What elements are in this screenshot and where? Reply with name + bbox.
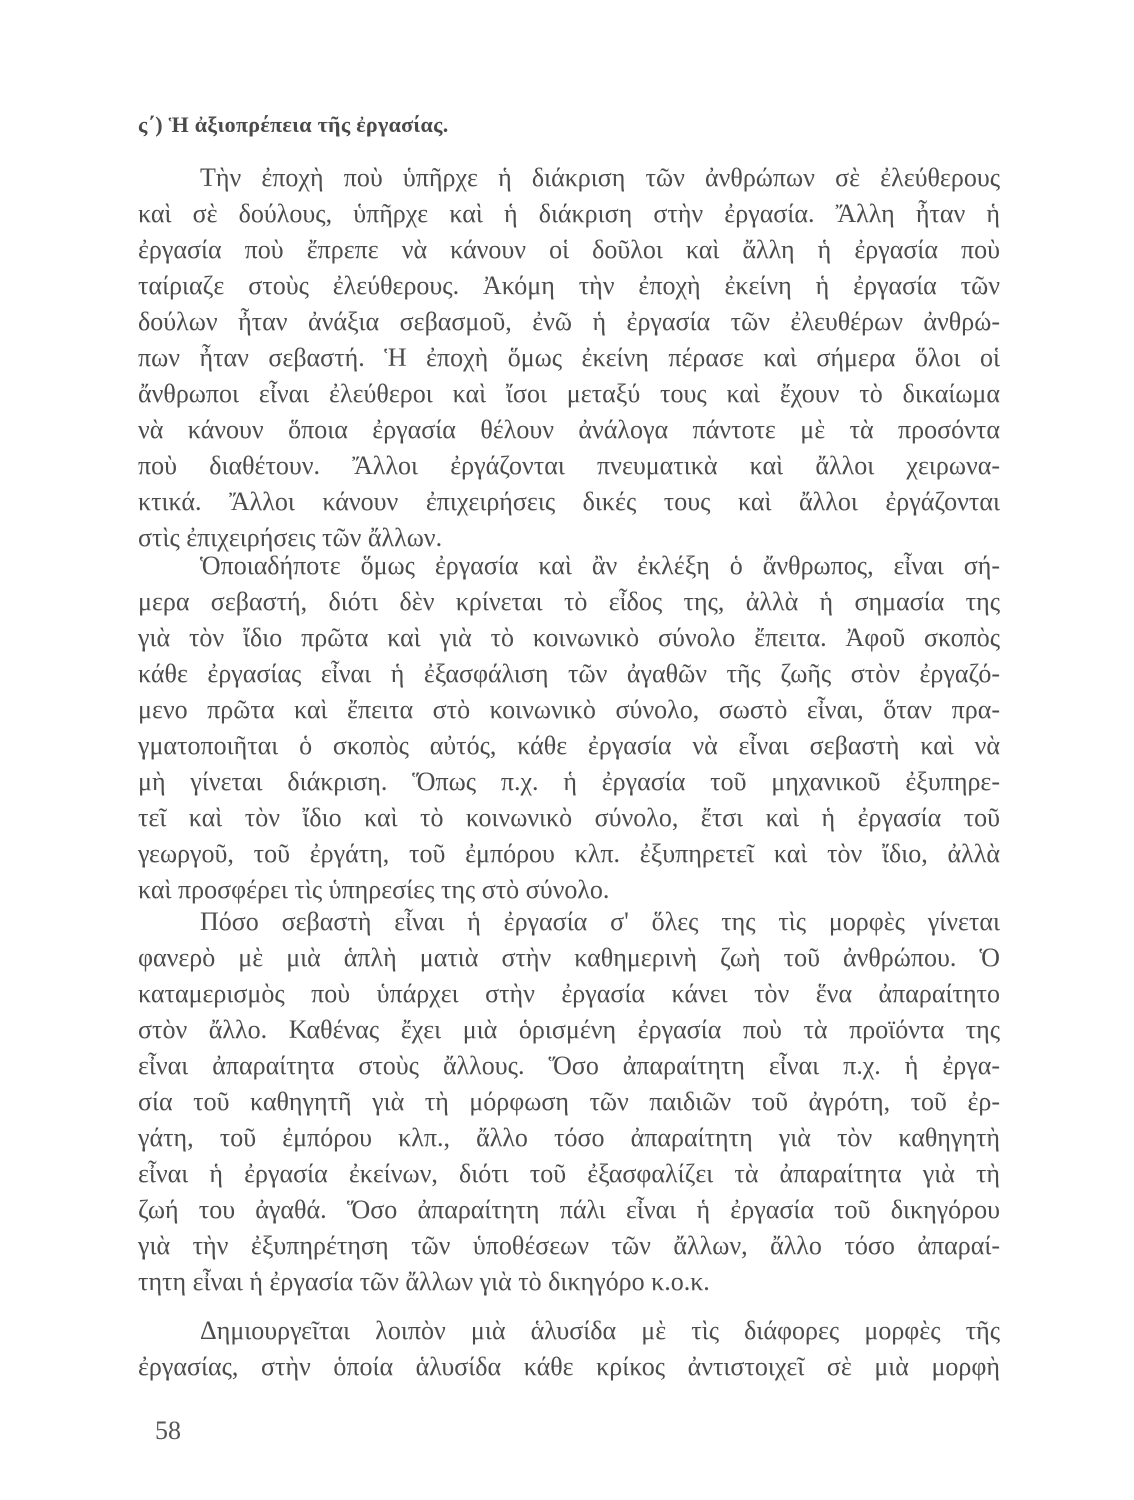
paragraph-line: τητη εἶναι ἡ ἐργασία τῶν ἄλλων γιὰ τὸ δικηγόρο κ.ο.κ. <box>138 1267 710 1296</box>
paragraph-line: Τὴν ἐποχὴ ποὺ ὑπῆρχε ἡ διάκριση τῶν ἀνθρώπων σὲ ἐλεύθερους <box>200 163 1000 192</box>
paragraph-line: στὸν ἄλλο. Καθένας ἔχει μιὰ ὁρισμένη ἐργασία ποὺ τὰ προϊόντα της <box>138 1015 1000 1044</box>
paragraph-line: στὶς ἐπιχειρήσεις τῶν ἄλλων. <box>138 523 443 552</box>
section-heading: ς΄) Ἡ ἀξιοπρέπεια τῆς ἐργασίας. <box>138 112 449 137</box>
paragraph-3 <box>138 904 1000 1300</box>
paragraph-line: γεωργοῦ, τοῦ ἐργάτη, τοῦ ἐμπόρου κλπ. ἐξυπηρετεῖ καὶ τὸν ἴδιο, ἀλλὰ <box>138 839 1000 868</box>
paragraph-line: φανερὸ μὲ μιὰ ἁπλὴ ματιὰ στὴν καθημερινὴ ζωὴ τοῦ ἀνθρώπου. Ὁ <box>138 943 1000 972</box>
paragraph-line: ζωή του ἀγαθά. Ὅσο ἀπαραίτητη πάλι εἶναι ἡ ἐργασία τοῦ δικηγόρου <box>138 1195 1000 1224</box>
paragraph-line: τεῖ καὶ τὸν ἴδιο καὶ τὸ κοινωνικὸ σύνολο, ἔτσι καὶ ἡ ἐργασία τοῦ <box>138 803 1000 832</box>
paragraph-1 <box>138 160 1000 556</box>
paragraph-line: Πόσο σεβαστὴ εἶναι ἡ ἐργασία σ' ὅλες της τὶς μορφὲς γίνεται <box>200 907 1000 936</box>
paragraph-line: ποὺ διαθέτουν. Ἄλλοι ἐργάζονται πνευματικὰ καὶ ἄλλοι χειρωνα- <box>138 451 1000 480</box>
paragraph-line: καὶ σὲ δούλους, ὑπῆρχε καὶ ἡ διάκριση στὴν ἐργασία. Ἄλλη ἦταν ἡ <box>138 199 1000 228</box>
paragraph-line: γιὰ τὴν ἐξυπηρέτηση τῶν ὑποθέσεων τῶν ἄλλων, ἄλλο τόσο ἀπαραί- <box>138 1231 1000 1260</box>
paragraph-line: δούλων ἦταν ἀνάξια σεβασμοῦ, ἐνῶ ἡ ἐργασία τῶν ἐλευθέρων ἀνθρώ- <box>138 307 1000 336</box>
paragraph-line: μενο πρῶτα καὶ ἔπειτα στὸ κοινωνικὸ σύνολο, σωστὸ εἶναι, ὅταν πρα- <box>138 695 1000 724</box>
paragraph-line: Δημιουργεῖται λοιπὸν μιὰ ἁλυσίδα μὲ τὶς διάφορες μορφὲς τῆς <box>200 1316 1000 1345</box>
paragraph-line: καταμερισμὸς ποὺ ὑπάρχει στὴν ἐργασία κάνει τὸν ἕνα ἀπαραίτητο <box>138 979 1000 1008</box>
paragraph-2 <box>138 548 1000 908</box>
paragraph-line: κτικά. Ἄλλοι κάνουν ἐπιχειρήσεις δικές τους καὶ ἄλλοι ἐργάζονται <box>138 487 1000 516</box>
paragraph-line: γάτη, τοῦ ἐμπόρου κλπ., ἄλλο τόσο ἀπαραίτητη γιὰ τὸν καθηγητὴ <box>138 1123 1000 1152</box>
page-number: 58 <box>155 1416 181 1445</box>
paragraph-line: ἄνθρωποι εἶναι ἐλεύθεροι καὶ ἴσοι μεταξύ τους καὶ ἔχουν τὸ δικαίωμα <box>138 379 1000 408</box>
paragraph-line: ταίριαζε στοὺς ἐλεύθερους. Ἀκόμη τὴν ἐποχὴ ἐκείνη ἡ ἐργασία τῶν <box>138 271 1000 300</box>
paragraph-line: μὴ γίνεται διάκριση. Ὅπως π.χ. ἡ ἐργασία τοῦ μηχανικοῦ ἐξυπηρε- <box>138 767 1000 796</box>
paragraph-line: μερα σεβαστή, διότι δὲν κρίνεται τὸ εἶδος της, ἀλλὰ ἡ σημασία της <box>138 587 1000 616</box>
paragraph-line: καὶ προσφέρει τὶς ὑπηρεσίες της στὸ σύνολο. <box>138 875 610 904</box>
paragraph-line: γματοποιῆται ὁ σκοπὸς αὐτός, κάθε ἐργασία νὰ εἶναι σεβαστὴ καὶ νὰ <box>138 731 1000 760</box>
paragraph-line: ἐργασία ποὺ ἔπρεπε νὰ κάνουν οἱ δοῦλοι καὶ ἄλλη ἡ ἐργασία ποὺ <box>138 235 1000 264</box>
paragraph-line: εἶναι ἡ ἐργασία ἐκείνων, διότι τοῦ ἐξασφαλίζει τὰ ἀπαραίτητα γιὰ τὴ <box>138 1159 1000 1188</box>
paragraph-line: ἐργασίας, στὴν ὁποία ἁλυσίδα κάθε κρίκος ἀντιστοιχεῖ σὲ μιὰ μορφὴ <box>138 1352 1000 1381</box>
paragraph-line: κάθε ἐργασίας εἶναι ἡ ἐξασφάλιση τῶν ἀγαθῶν τῆς ζωῆς στὸν ἐργαζό- <box>138 659 1000 688</box>
paragraph-line: σία τοῦ καθηγητῆ γιὰ τὴ μόρφωση τῶν παιδιῶν τοῦ ἀγρότη, τοῦ ἐρ- <box>138 1087 1000 1116</box>
paragraph-line: πων ἦταν σεβαστή. Ἡ ἐποχὴ ὅμως ἐκείνη πέρασε καὶ σήμερα ὅλοι οἱ <box>138 343 1000 372</box>
paragraph-4 <box>138 1313 1000 1385</box>
paragraph-line: νὰ κάνουν ὅποια ἐργασία θέλουν ἀνάλογα πάντοτε μὲ τὰ προσόντα <box>138 415 1000 444</box>
paragraph-line: εἶναι ἀπαραίτητα στοὺς ἄλλους. Ὅσο ἀπαραίτητη εἶναι π.χ. ἡ ἐργα- <box>138 1051 1000 1080</box>
paragraph-line: γιὰ τὸν ἴδιο πρῶτα καὶ γιὰ τὸ κοινωνικὸ σύνολο ἔπειτα. Ἀφοῦ σκοπὸς <box>138 623 1000 652</box>
paragraph-line: Ὁποιαδήποτε ὅμως ἐργασία καὶ ἂν ἐκλέξη ὁ ἄνθρωπος, εἶναι σή- <box>200 551 1000 580</box>
